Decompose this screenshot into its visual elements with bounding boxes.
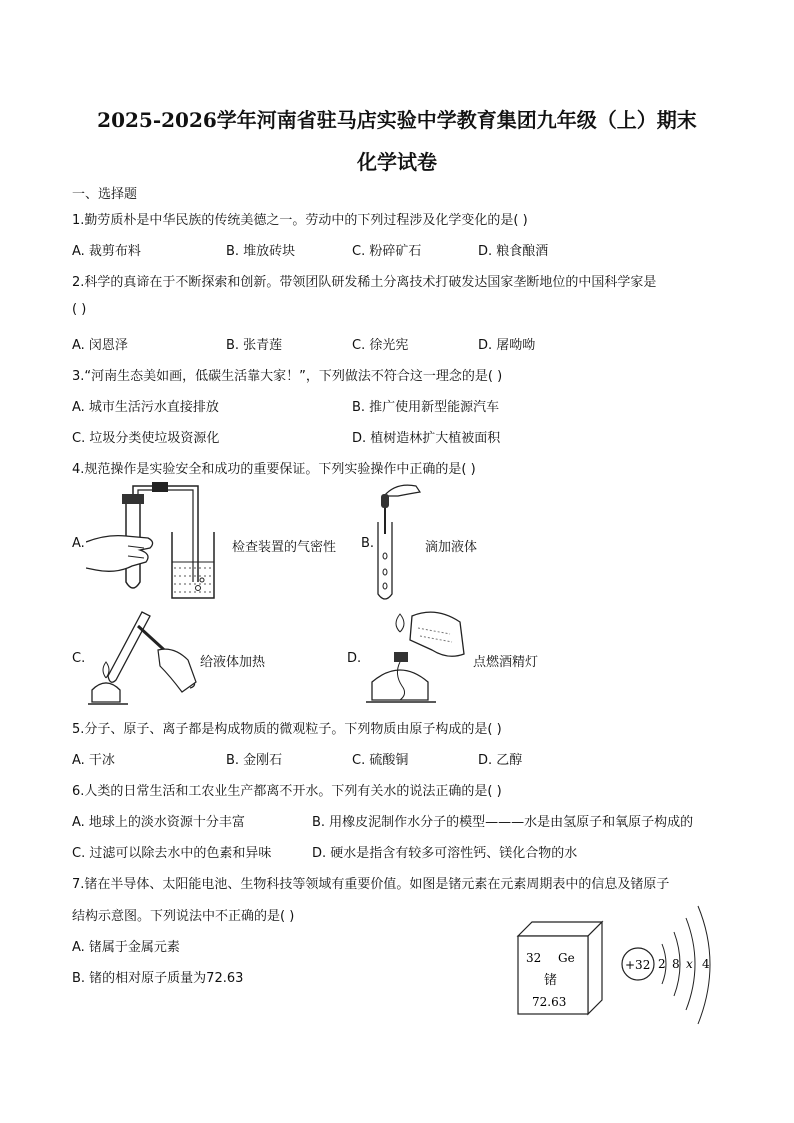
atom-shell-1: 2: [658, 957, 666, 971]
q5-option-a: A. 干冰: [72, 753, 115, 768]
element-mass: 72.63: [532, 995, 567, 1009]
q3-option-d: D. 植树造林扩大植被面积: [352, 431, 501, 446]
heating-liquid-figure: [88, 606, 198, 706]
q4-label-d: 点燃酒精灯: [473, 655, 539, 670]
q7-option-b: B. 锗的相对原子质量为72.63: [72, 971, 244, 986]
q2-option-b: B. 张青莲: [226, 338, 283, 353]
q5-stem: 5.分子、原子、离子都是构成物质的微观粒子。下列物质由原子构成的是( ): [72, 722, 502, 737]
atom-shell-3: x: [686, 957, 693, 971]
section-heading: 一、选择题: [72, 187, 138, 202]
q2-option-a: A. 闵恩泽: [72, 338, 128, 353]
airtightness-apparatus-figure: [86, 482, 216, 604]
lighting-alcohol-lamp-figure: [362, 606, 472, 706]
q1-option-b: B. 堆放砖块: [226, 244, 296, 259]
atom-shell-2: 8: [672, 957, 680, 971]
q1-option-c: C. 粉碎矿石: [352, 244, 422, 259]
q4-letter-d: D.: [347, 651, 362, 666]
q2-stem: 2.科学的真谛在于不断探索和创新。带领团队研发稀土分离技术打破发达国家垄断地位的中国科学家是: [72, 275, 657, 290]
q5-option-c: C. 硫酸铜: [352, 753, 409, 768]
q6-option-d: D. 硬水是指含有较多可溶性钙、镁化合物的水: [312, 846, 578, 861]
q6-option-a: A. 地球上的淡水资源十分丰富: [72, 815, 245, 830]
q2-option-d: D. 屠呦呦: [478, 338, 536, 353]
q5-option-d: D. 乙醇: [478, 753, 523, 768]
q4-letter-b: B.: [361, 536, 375, 551]
q2-stem-continued: ( ): [72, 302, 87, 317]
q4-stem: 4.规范操作是实验安全和成功的重要保证。下列实验操作中正确的是( ): [72, 462, 476, 477]
element-name: 锗: [544, 973, 558, 988]
element-number: 32: [526, 951, 542, 965]
q1-option-a: A. 裁剪布料: [72, 244, 141, 259]
q7-stem: 7.锗在半导体、太阳能电池、生物科技等领域有重要价值。如图是锗元素在元素周期表中的信息及锗原子: [72, 877, 670, 892]
atom-shell-4: 4: [702, 957, 710, 971]
q3-stem: 3.“河南生态美如画，低碳生活靠大家！”，下列做法不符合这一理念的是( ): [72, 369, 503, 384]
q6-option-c: C. 过滤可以除去水中的色素和异味: [72, 846, 272, 861]
dropper-figure: [376, 482, 426, 604]
exam-title-line1: 2025-2026学年河南省驻马店实验中学教育集团九年级（上）期末: [97, 108, 697, 132]
atom-nucleus: +32: [625, 958, 651, 972]
q1-stem: 1.勤劳质朴是中华民族的传统美德之一。劳动中的下列过程涉及化学变化的是( ): [72, 213, 528, 228]
q7-stem-continued: 结构示意图。下列说法中不正确的是( ): [72, 909, 295, 924]
q1-option-d: D. 粮食酿酒: [478, 244, 549, 259]
element-symbol: Ge: [558, 951, 575, 965]
q6-option-b: B. 用橡皮泥制作水分子的模型———水是由氢原子和氧原子构成的: [312, 815, 694, 830]
q2-option-c: C. 徐光宪: [352, 338, 409, 353]
germanium-element-cell: [514, 918, 606, 1018]
q4-letter-a: A.: [72, 536, 85, 551]
q3-option-b: B. 推广使用新型能源汽车: [352, 400, 500, 415]
q3-option-c: C. 垃圾分类使垃圾资源化: [72, 431, 220, 446]
germanium-atom-structure-diagram: [620, 900, 726, 1030]
q4-letter-c: C.: [72, 651, 86, 666]
exam-title-line2: 化学试卷: [357, 150, 437, 174]
q7-option-a: A. 锗属于金属元素: [72, 940, 180, 955]
q4-label-b: 滴加液体: [425, 540, 478, 555]
q3-option-a: A. 城市生活污水直接排放: [72, 400, 219, 415]
q5-option-b: B. 金刚石: [226, 753, 283, 768]
q4-label-c: 给液体加热: [200, 655, 266, 670]
q4-label-a: 检查装置的气密性: [232, 540, 337, 555]
q6-stem: 6.人类的日常生活和工农业生产都离不开水。下列有关水的说法正确的是( ): [72, 784, 502, 799]
